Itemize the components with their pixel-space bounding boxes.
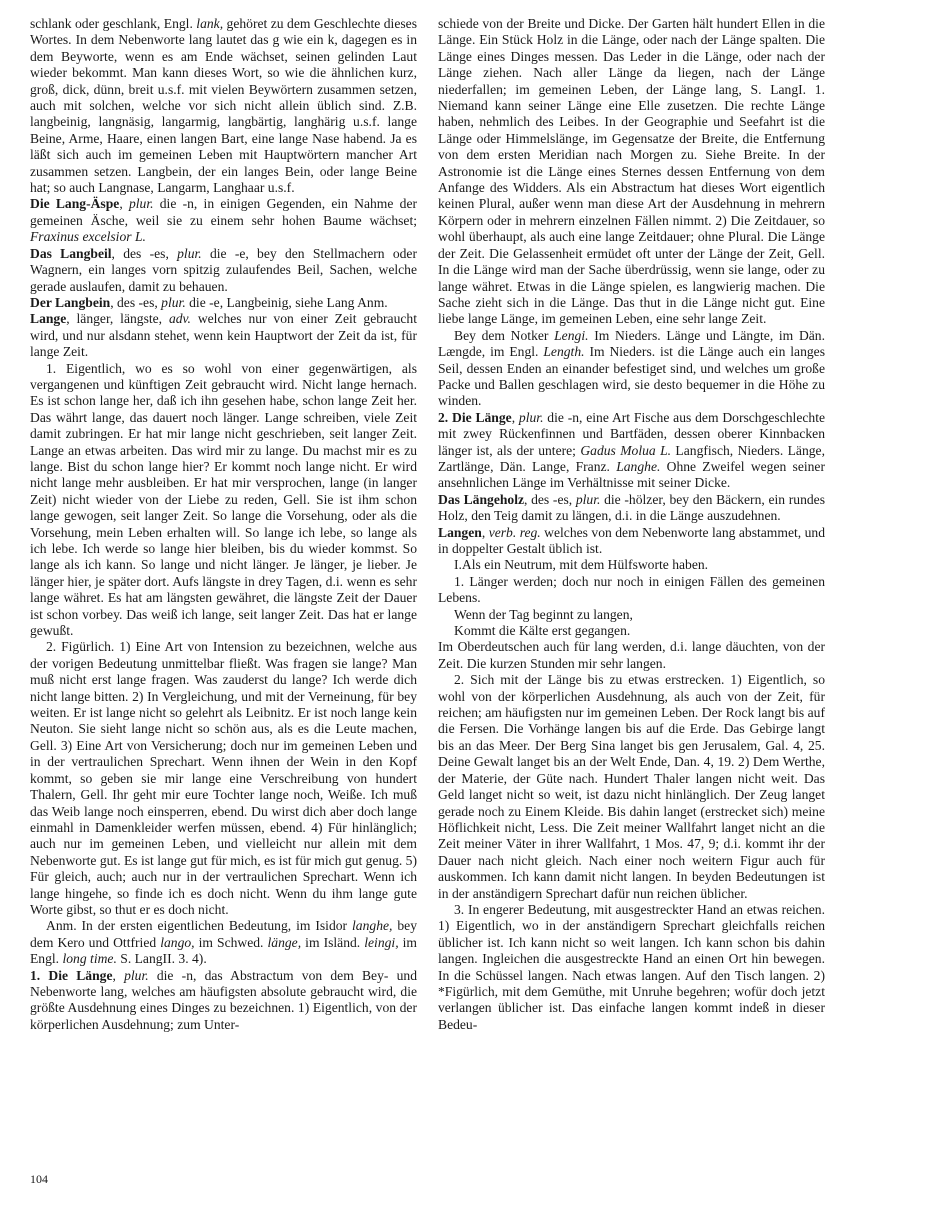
text-run: , — [119, 196, 129, 212]
text-run: 1. Länger werden; doch nur noch in einigen Fällen des gemeinen Lebens. — [438, 573, 825, 606]
paragraph — [438, 16, 825, 328]
text-run: Im Nieders. ist die Länge auch ein langes Seil, dessen Enden an einander befestiget sind, und welches um große Packe und Ballen geschlagen wird, sie desto bequemer in die Höhe zu winden. — [438, 344, 826, 409]
text-run: Im Oberdeutschen auch für lang werden, d.i. lange däuchten, von der Zeit. Die kurzen Stunden mir sehr langen. — [438, 639, 825, 671]
text-run: die -hölzer, bey den Bäckern, ein rundes Holz, den Teig damit zu längen, d.i. in die Länge auszudehnen. — [438, 491, 825, 524]
italic-text: Gadus Molua L. — [580, 442, 672, 458]
text-run: die -n, eine Art Fische aus dem Dorschgeschlechte mit zwey Rückenfinnen und Bartfäden, dessen oberer Kinnbacken länger ist, als der untere; — [438, 409, 825, 458]
paragraph — [30, 639, 417, 918]
italic-text: lango, — [160, 934, 195, 950]
paragraph — [30, 246, 417, 295]
entry-headword: Der Langbein — [30, 294, 111, 310]
text-run: Im Nieders. Länge und Längte, im Dän. Længde, im Engl. — [438, 327, 825, 360]
italic-text: lank, — [196, 16, 224, 31]
paragraph — [438, 492, 825, 525]
italic-text: long time. — [62, 951, 117, 967]
paragraph — [438, 672, 825, 902]
text-run: Kommt die Kälte erst gegangen. — [454, 623, 631, 639]
italic-text: plur. — [575, 491, 601, 507]
entry-headword: Die Lang-Äspe — [30, 196, 120, 212]
text-run: schiede von der Breite und Dicke. Der Garten hält hundert Ellen in die Länge. Ein Stück Holz in die Länge, oder nach der Länge spalten. Die Länge eines Dinges messen. Das Leder in die Länge, oder nach der Länge ziehen. Nach aller Länge da liegen, nach der Länge niederfallen; im gemeinen Leben, der Länge lang, S. LangI. 1. Niemand kann seiner Länge eine Elle zusetzen. Die rechte Länge haben, nehmlich des Leibes. In der Geographie und Seefahrt ist die Länge oder Himmelslänge, im Gegensatze der Breite, die Entfernung von dem ersten Meridian nach Morgen zu. Siehe Breite. In der Astronomie ist die Länge eines Sternes dessen Entfernung von dem Anfange des Widders. Als ein Abstractum hat dieses Wort eigentlich keinen Plural, außer wenn man diese Art der Ausdehnung in mehrern Körpern oder in mehrern einzelnen Fällen nimmt. 2) Die Zeitdauer, so wohl überhaupt, als auch eine lange Zeitdauer; ohne Plural. Die Länge der Zeit. Die Gelassenheit ermüdet oft unter der Länge der Zeit, Gell. In die Länge wird man der Sache überdrüssig, wenn sie lange, oder zu lange währet. Etwas in die Länge spielen, es langwierig machen. Die Sache zieht sich in die Länge. Das thut in die Länge nicht gut. Eine liebe lange Länge, im gemeinen Leben, eine sehr lange Zeit. — [438, 16, 825, 327]
text-run: Wenn der Tag beginnt zu langen, — [454, 606, 633, 622]
italic-text: verb. reg. — [488, 524, 541, 540]
text-run: , des -es, — [111, 245, 178, 261]
entry-headword: Das Langbeil — [30, 245, 112, 261]
text-run: Ohne Zweifel wegen seiner ansehnlichen Länge im Verhältnisse mit seiner Dicke. — [438, 458, 825, 491]
paragraph — [30, 196, 417, 245]
italic-text: plur. — [128, 196, 154, 212]
text-run: die -e, Langbeinig, siehe Lang Anm. — [185, 294, 388, 310]
text-run: , — [112, 967, 125, 983]
entry-headword: Langen — [438, 524, 482, 540]
text-run: S. LangII. 3. 4). — [116, 951, 207, 967]
italic-text: länge, — [267, 934, 302, 950]
text-run: 3. In engerer Bedeutung, mit ausgestreckter Hand an etwas reichen. 1) Eigentlich, wo in der anständigern Sprechart gleichfalls reichen üblicher ist. Ich kann nicht so weit langen. Ich kann schon bis dahin langen. Ingleichen die ausgestreckte Hand an einen Ort hin bewegen. In die Schüssel langen. Nach etwas langen. Auf den Tisch langen. 2) *Figürlich, mit dem Gemüthe, mit Unruhe begehren; wofür doch jetzt verlangen üblicher ist. Das einfache langen kommt indeß in dieser Bedeu- — [438, 901, 825, 1032]
paragraph — [438, 410, 825, 492]
text-run: 2. Figürlich. 1) Eine Art von Intension zu bezeichnen, welche aus der vorigen Bedeutung unmittelbar fließt. Was fragen sie lange? Man muß nicht erst lange fragen. Was zauderst du lange? Ich werde dich nicht lange bitten. 2) In Vergleichung, und mit der Verneinung, für bey weiten. Er ist lange nicht so gelehrt als Leibnitz. Er ist noch lange kein Neuton. Sie sieht lange nicht so schön aus, als es die Leute machen, Gell. 3) Eine Art von Versicherung; doch nur im gemeinen Leben und in der vertraulichen Sprechart. Wenn ihnen der Wein in den Kopf kommt, so geben sie mir lange eine Verschreibung von hundert Thalern, Gell. Ihr geht mir eure Tochter lange noch, Weiße. Ich muß das Weib lange noch einsperren, ebend. Du wirst dich aber doch lange einmahl in Damenkleider werfen müssen, ebend. 4) Für hinlänglich; auch nur im gemeinen Leben, und vielleicht nur allein mit dem Nebenworte gut. Es ist lange gut für mich, es ist für mich gut genug. 5) Für gleich, auch; auch nur in der vertraulichen Sprechart. Wenn ich lange hingehe, so finde ich es doch nicht. Wenn du ihm lange gute Worte gibst, so thut er es doch nicht. — [30, 639, 417, 917]
text-run: , länger, längste, — [66, 311, 169, 327]
paragraph — [438, 902, 825, 1033]
paragraph — [30, 918, 417, 967]
italic-text: Langhe. — [616, 458, 661, 474]
paragraph — [438, 639, 825, 672]
text-run: Anm. In der ersten eigentlichen Bedeutung, im Isidor — [46, 918, 353, 934]
entry-headword: 1. Die Länge — [30, 967, 113, 983]
italic-text: plur. — [518, 409, 544, 425]
text-run: im Schwed. — [194, 934, 268, 950]
text-run: Bey dem Notker — [454, 327, 555, 343]
text-run: schlank oder geschlank, Engl. — [30, 16, 197, 31]
paragraph — [30, 361, 417, 640]
paragraph — [30, 295, 417, 311]
italic-text: leingi, — [364, 934, 399, 950]
paragraph — [438, 574, 825, 607]
verse-line — [438, 607, 825, 623]
text-run: die -n, in einigen Gegenden, ein Nahme der gemeinen Äsche, weil sie zu einem sehr hohen Baume wächset; — [30, 196, 418, 228]
text-run: 1. Eigentlich, wo es so wohl von einer gegenwärtigen, als vergangenen und künftigen Zeit gebraucht wird. Nicht lange hernach. Es ist schon lange her, daß ich ihn gesehen habe, schon lange Zeit her. Das währt lange, das dauert noch länger. Lange schreiben, viele Zeit damit zubringen. Er hat mir lange nicht geschrieben, seit langer Zeit. Lange an etwas arbeiten. Das wird mir zu lange. Du machst mir es zu lange. Bist du schon lange hier? Er kommt noch lange nicht. Er wird nicht lange mehr ausbleiben. Er hat mir versprochen, lange (in langer Zeit) nicht wieder von der Liebe zu reden, Gell. Sie ist ihm schon lange gewogen, seit langer Zeit. So lange die Vorsehung, oder als die Vorsehung, mein Leben erhalten will. So lange ich lebe, so lange als ich lebe. Ich werde so lange hier bleiben, bis du wieder kommst. So lange als ich kann. So lange und nicht länger. Je länger, je lieber. Je länger hier, je später dort. Aufs längste in drey Tagen, d.i. wenn es sehr lange währet. Es hat am längsten gewähret, die längste Zeit der Dauer ist schon vorbey. Das weiß ich lange, seit langer Zeit. Das hat er lange gewußt. — [30, 360, 417, 639]
text-run: , — [481, 524, 489, 540]
text-run: im Isländ. — [301, 934, 365, 950]
text-run: welches von dem Nebenworte lang abstammet, und in doppelter Gestalt üblich ist. — [438, 524, 825, 556]
italic-text: Length. — [543, 344, 585, 360]
page-number: 104 — [30, 1172, 48, 1186]
text-run: die -n, das Abstractum von dem Bey- und Nebenworte lang, welches am häufigsten absolute gebraucht wird, die größte Ausdehnung eines Dinges zu bezeichnen. 1) Eigentlich, von der körperlichen Ausdehnung; zum Unter- — [30, 967, 418, 1032]
text-run: 2. Sich mit der Länge bis zu etwas erstrecken. 1) Eigentlich, so wohl von der körperlichen Ausdehnung, als auch von der Zeit, für reichen; am häufigsten nur im gemeinen Leben. Der Rock langt bis auf die Fersen. Die Vorhänge langen bis auf die Erde. Das Gebirge langt bis an das Meer. Der Berg Sina langet bis gen Jerusalem, Gal. 4, 25. Deine Gewalt langet bis an der Welt Ende, Dan. 4, 19. 2) Dem Werthe, der Materie, der Güte nach. Hundert Thaler langen nicht weit. Das Geld langet nicht so weit, ist dazu nicht hinlänglich. Der Zeug langet gerade noch zu Einem Kleide. Bis dahin langet (erstrecket sich) meine Höflichkeit nicht, Less. Die Zeit meiner Wallfahrt langet nicht an die Zeit meiner Väter in ihrer Wallfahrt, 1 Mos. 47, 9; d.i. kommt ihr der Dauer nach nicht gleich. Nach einer noch weitern Figur auch für auskommen. Ich kann damit nicht langen. In beyden Bedeutungen ist in der anständigern Sprechart dafür nun reichen üblicher. — [438, 672, 825, 901]
paragraph — [438, 328, 825, 410]
entry-headword: 2. Die Länge — [438, 409, 512, 425]
italic-text: Lengi. — [554, 327, 589, 343]
text-run: , des -es, — [524, 491, 576, 507]
entry-headword: Lange — [30, 311, 67, 327]
text-run: , — [511, 409, 519, 425]
text-run: I.Als ein Neutrum, mit dem Hülfsworte haben. — [454, 557, 709, 573]
italic-text: adv. — [168, 311, 191, 327]
right-column — [438, 16, 825, 1033]
paragraph — [438, 557, 825, 573]
text-run: , des -es, — [110, 294, 162, 310]
paragraph — [30, 16, 417, 196]
text-run: gehöret zu dem Geschlechte dieses Wortes. In dem Nebenworte lang lautet das g wie ein k, dagegen es in dem Beyworte, wenn es am Ende wächset, seinen gelinden Laut wieder bekommt. Man kann dieses Wort, so wie die ähnlichen kurz, groß, dick, dünn, breit u.s.f. mit vielen Beywörtern zusammen setzen, auch mit solchen, welche vor sich nicht allein üblich sind. Z.B. langbeinig, langnäsig, langarmig, langbärtig, langhärig u.s.f. lange Beine, Arme, Haare, einen langen Bart, eine lange Nase habend. Ja es läßt sich auch im gemeinen Leben mit Hauptwörtern mancher Art zusammen setzen. Langbein, der ein langes Bein, oder lange Beine hat; so auch Langnase, Langarm, Langhaar u.s.f. — [30, 16, 417, 196]
italic-text: plur. — [124, 967, 149, 983]
italic-text: plur. — [177, 245, 202, 261]
italic-text: plur. — [161, 294, 186, 310]
verse-line — [438, 623, 825, 639]
paragraph — [30, 968, 417, 1034]
paragraph — [438, 525, 825, 558]
entry-headword: Das Längeholz — [438, 491, 525, 507]
italic-text: Fraxinus excelsior L. — [30, 229, 146, 245]
text-run: welches nur von einer Zeit gebraucht wird, und nur alsdann stehet, wenn kein Hauptwort der Zeit da ist, für lange Zeit. — [30, 311, 417, 360]
italic-text: langhe, — [352, 918, 393, 934]
text-run: im Engl. — [30, 934, 418, 967]
text-run: Langfisch, Nieders. Länge, Zartlänge, Dän. Lange, Franz. — [438, 442, 825, 474]
paragraph — [30, 311, 417, 360]
text-run: die -e, bey den Stellmachern oder Wagnern, ein langes vorn spitzig zulaufendes Beil, Sachen, welche gerade auslaufen, damit zu behauen. — [30, 245, 417, 294]
text-run: bey dem Kero und Ottfried — [30, 918, 418, 950]
left-column — [30, 16, 417, 1033]
